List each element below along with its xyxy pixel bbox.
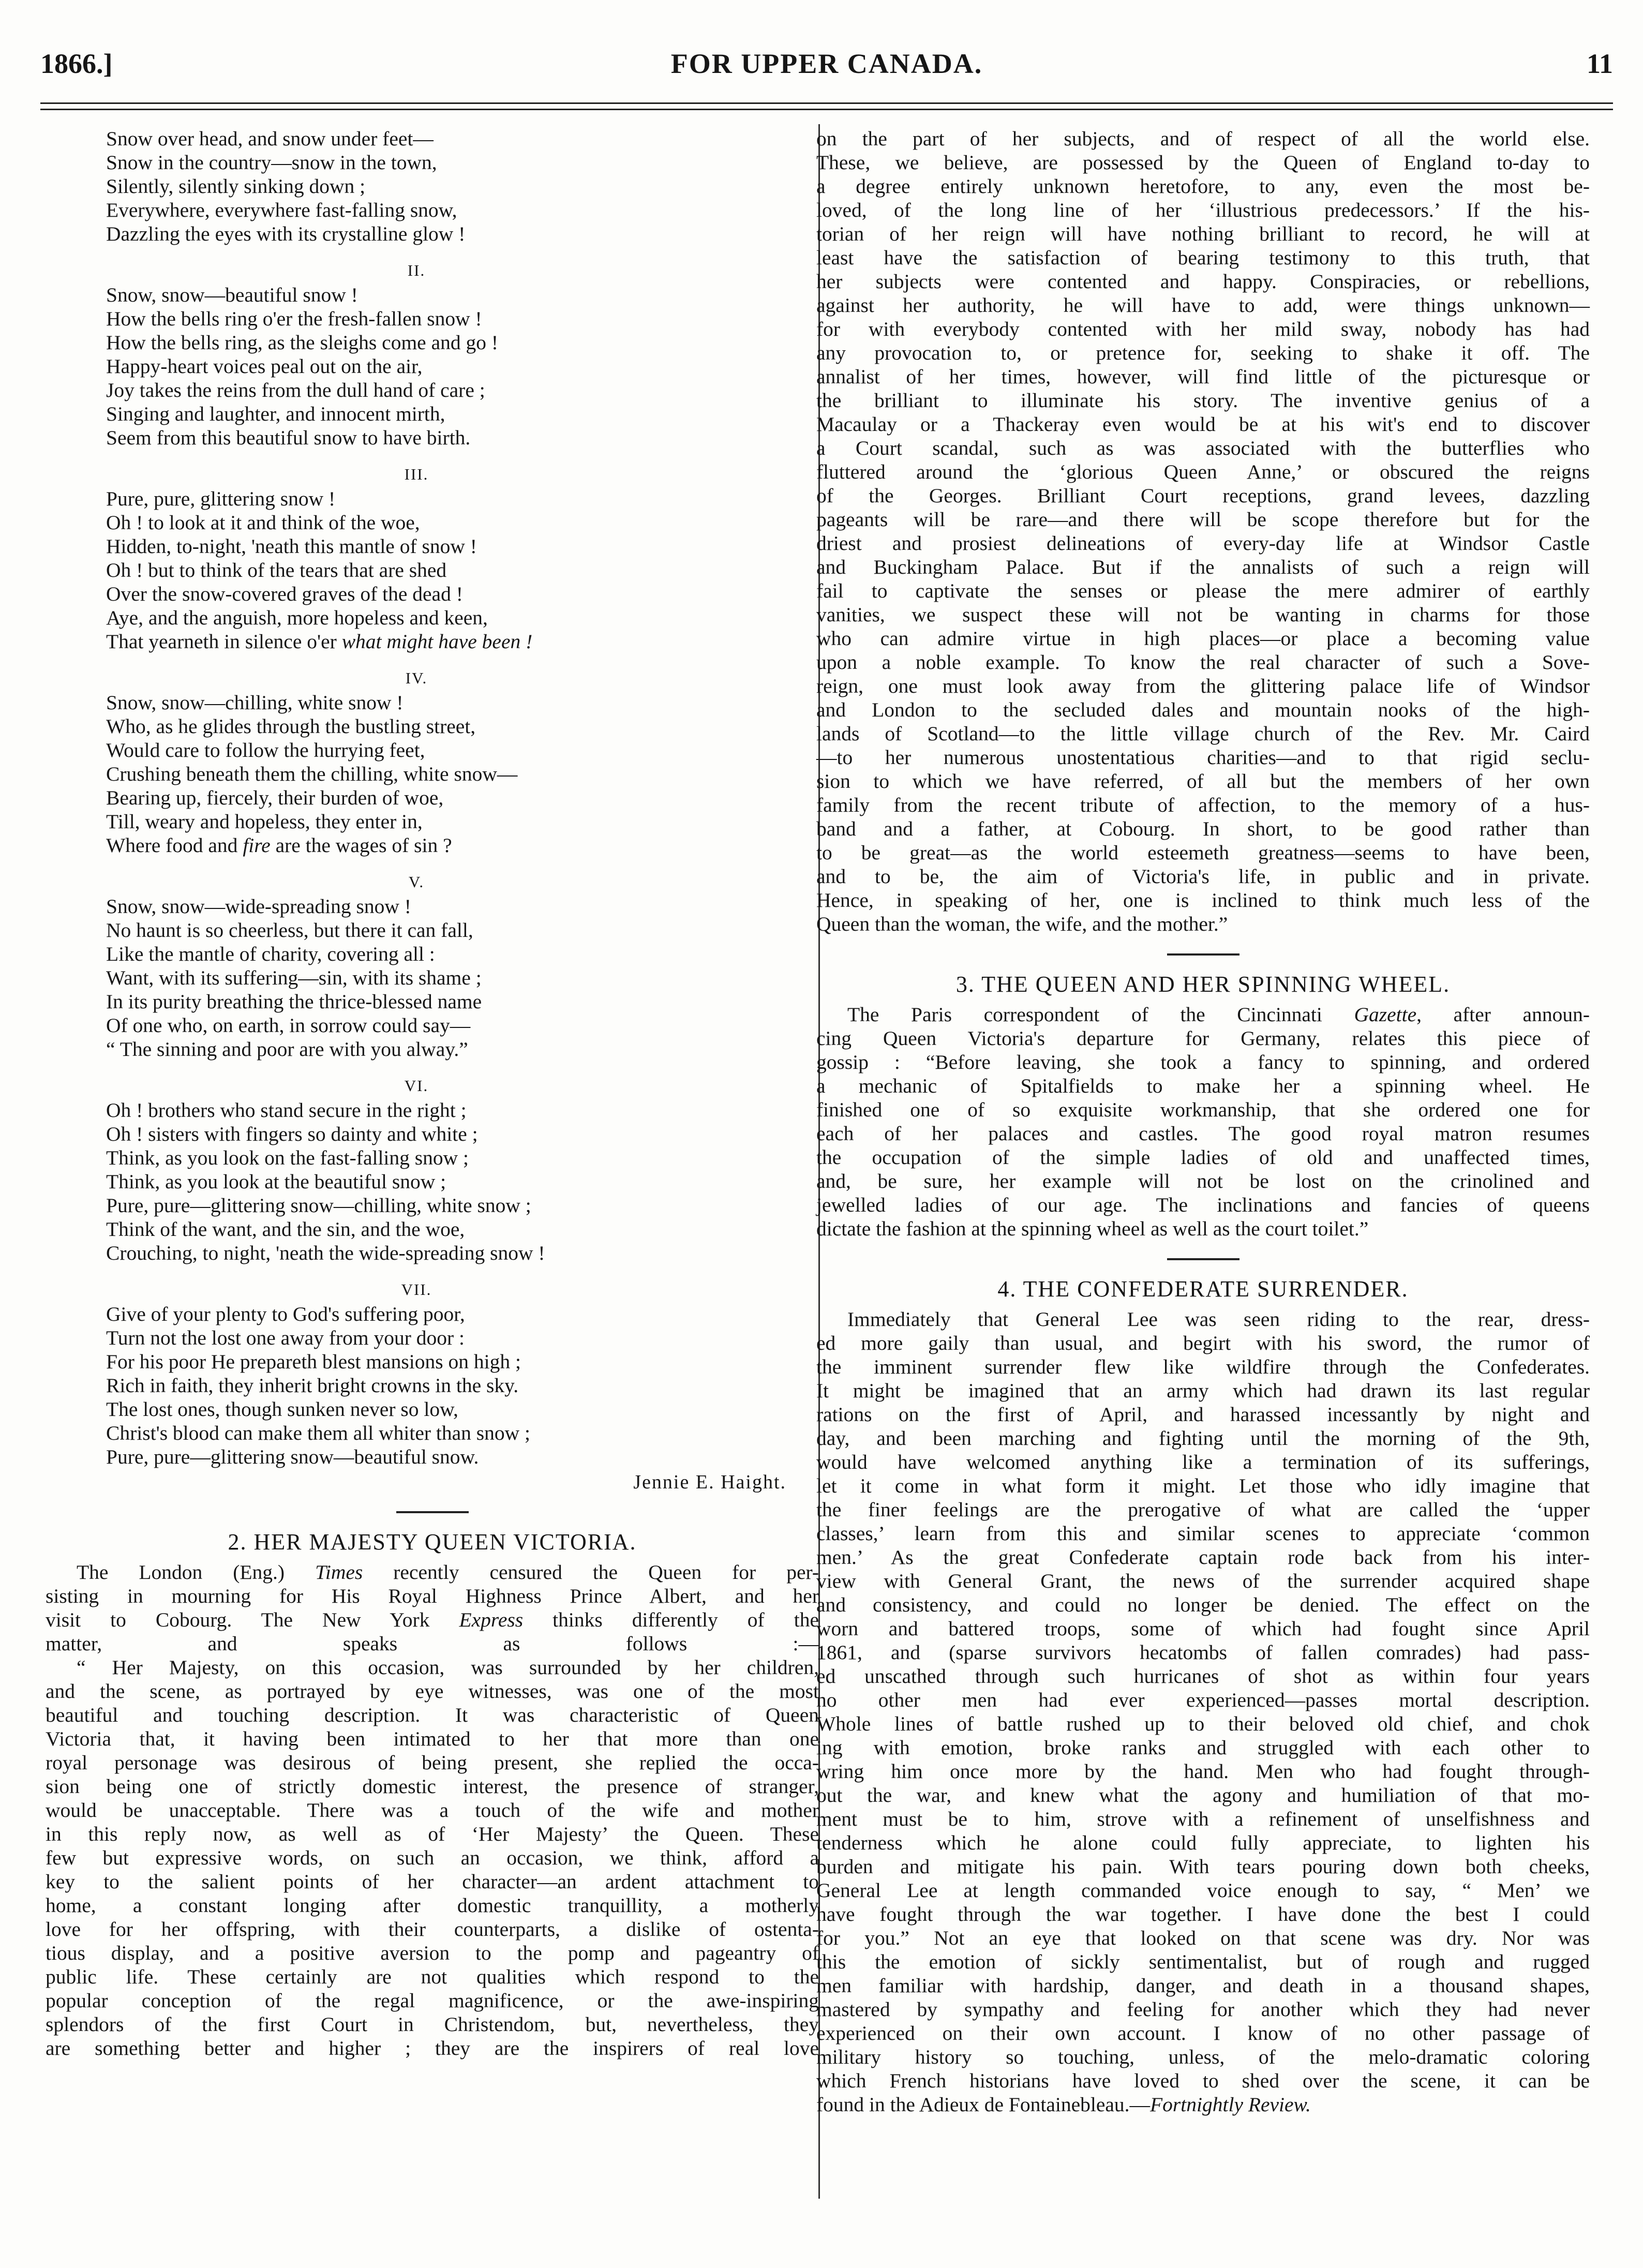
poem-line: Snow over head, and snow under feet— xyxy=(106,127,434,150)
poem-line: Oh ! brothers who stand secure in the right ; xyxy=(106,1099,467,1122)
stanza-number: IV. xyxy=(405,669,428,687)
text-line: the finer feelings are the prerogative of what are called the ‘upper xyxy=(816,1498,1590,1521)
text-line: reign, one must look away from the glittering palace life of Windsor xyxy=(816,675,1590,697)
text-line: sion being one of strictly domestic interest, the presence of stranger, xyxy=(46,1775,819,1798)
section-confederate-surrender xyxy=(816,1307,1590,2116)
poem-line: Crouching, to night, 'neath the wide-spreading snow ! xyxy=(106,1242,545,1264)
text-line: are something better and higher ; they are the inspirers of real love xyxy=(46,2037,819,2060)
section-divider xyxy=(1167,953,1239,956)
text-line: to be great—as the world esteemeth greatness—seems to have been, xyxy=(816,841,1590,864)
left-column xyxy=(46,127,819,2060)
text-line: The Paris correspondent of the Cincinnati Gazette, after announ- xyxy=(847,1003,1590,1026)
text-line: for you.” Not an eye that looked on that scene was dry. Nor was xyxy=(816,1927,1590,1949)
header-year: 1866.] xyxy=(40,48,113,79)
text-line: out the war, and knew what the agony and humiliation of that mo- xyxy=(816,1784,1590,1807)
poem-line: Would care to follow the hurrying feet, xyxy=(106,739,425,762)
poem-line: Silently, silently sinking down ; xyxy=(106,175,366,198)
section-spinning-wheel xyxy=(816,1003,1590,1241)
text-line: sion to which we have referred, of all but the members of her own xyxy=(816,770,1590,793)
text-line: and the scene, as portrayed by eye witnesses, was one of the most xyxy=(46,1680,819,1703)
text-line: any provocation to, or pretence for, seeking to shake it off. The xyxy=(816,341,1590,364)
text-line: splendors of the first Court in Christendom, but, nevertheless, they xyxy=(46,2013,819,2036)
poem-line: Joy takes the reins from the dull hand of care ; xyxy=(106,379,485,401)
text-line: visit to Cobourg. The New York Express thinks differently of the xyxy=(46,1608,819,1631)
header-rule-top xyxy=(40,102,1613,104)
text-line: military history so touching, unless, of the melo-dramatic coloring xyxy=(816,2046,1590,2068)
text-line: fail to captivate the senses or please the mere admirer of earthly xyxy=(816,579,1590,602)
text-line: on the part of her subjects, and of respect of all the world else. xyxy=(816,127,1590,150)
text-line: day, and been marching and fighting until the morning of the 9th, xyxy=(816,1427,1590,1450)
text-line: band and a father, at Cobourg. In short, to be good rather than xyxy=(816,817,1590,840)
text-line: no other men had ever experienced—passes mortal description. xyxy=(816,1689,1590,1711)
stanza-number: III. xyxy=(404,465,429,483)
text-line: burden and mitigate his pain. With tears pouring down both cheeks, xyxy=(816,1855,1590,1878)
text-line: Macaulay or a Thackeray even would be at his wit's end to discover xyxy=(816,413,1590,436)
text-line: tious display, and a positive aversion to the pomp and pageantry of xyxy=(46,1942,819,1964)
text-line: in this reply now, as well as of ‘Her Majesty’ the Queen. These xyxy=(46,1823,819,1845)
text-line: experienced on their own account. I know of no other passage of xyxy=(816,2022,1590,2045)
text-line: Queen than the woman, the wife, and the mother.” xyxy=(816,913,1228,935)
text-line: the occupation of the simple ladies of old and unaffected times, xyxy=(816,1146,1590,1169)
text-line: and, be sure, her example will not be lost on the crinolined and xyxy=(816,1170,1590,1192)
text-line: key to the salient points of her character—an ardent attachment to xyxy=(46,1870,819,1893)
text-line: torian of her reign will have nothing brilliant to record, he will at xyxy=(816,222,1590,245)
poem-line: Like the mantle of charity, covering all : xyxy=(106,943,435,965)
text-line: Hence, in speaking of her, one is inclined to think much less of the xyxy=(816,889,1590,912)
text-line: ing with emotion, broke ranks and struggled with each other to xyxy=(816,1736,1590,1759)
poem-line: Pure, pure, glittering snow ! xyxy=(106,487,336,510)
text-line: —to her numerous unostentatious charities—and to that rigid seclu- xyxy=(816,746,1590,769)
poem-line: Think, as you look at the beautiful snow ; xyxy=(106,1170,446,1193)
poem-line: Where food and fire are the wages of sin ? xyxy=(106,834,452,857)
text-line: Victoria that, it having been intimated to her that more than one xyxy=(46,1727,819,1750)
poem-line: How the bells ring o'er the fresh-fallen snow ! xyxy=(106,307,482,330)
right-column xyxy=(816,127,1590,2116)
text-line: rations on the first of April, and harassed incessantly by night and xyxy=(816,1403,1590,1426)
stanza-number: VII. xyxy=(401,1280,432,1299)
poem-line: Dazzling the eyes with its crystalline glow ! xyxy=(106,222,466,245)
poem-line: Oh ! sisters with fingers so dainty and white ; xyxy=(106,1123,478,1145)
text-line: royal personage was desirous of being present, she replied the occa- xyxy=(46,1751,819,1774)
poem-line: Pure, pure—glittering snow—beautiful snow. xyxy=(106,1445,479,1468)
text-line: popular conception of the regal magnificence, or the awe-inspiring xyxy=(46,1989,819,2012)
text-line: ment must be to him, strove with a refinement of unselfishness and xyxy=(816,1808,1590,1830)
text-line: The London (Eng.) Times recently censured the Queen for per- xyxy=(77,1561,819,1584)
section-queen-victoria-continued xyxy=(816,127,1590,936)
text-line: wring him once more by the hand. Men who had fought through- xyxy=(816,1760,1590,1783)
text-line: 1861, and (sparse survivors hecatombs of fallen comrades) had pass- xyxy=(816,1641,1590,1664)
poem-line: That yearneth in silence o'er what might have been ! xyxy=(106,630,533,653)
poem-line: Oh ! to look at it and think of the woe, xyxy=(106,511,420,534)
poem-line: The lost ones, though sunken never so low, xyxy=(106,1398,458,1421)
text-line: view with General Grant, the news of the surrender acquired shape xyxy=(816,1570,1590,1592)
text-line: let it come in what form it might. Let those who idly imagine that xyxy=(816,1474,1590,1497)
poem-line: Want, with its suffering—sin, with its shame ; xyxy=(106,966,482,989)
text-line: and consistency, and could no longer be denied. The effect on the xyxy=(816,1593,1590,1616)
poem-line: Pure, pure—glittering snow—chilling, white snow ; xyxy=(106,1194,531,1217)
text-line: for with everybody contented with her mild sway, nobody has had xyxy=(816,318,1590,340)
text-line: lands of Scotland—to the little village church of the Rev. Mr. Caird xyxy=(816,722,1590,745)
text-line: of the Georges. Brilliant Court receptions, grand levees, dazzling xyxy=(816,484,1590,507)
text-line: Whole lines of battle rushed up to their beloved old chief, and chok xyxy=(816,1712,1590,1735)
section-body xyxy=(46,1560,819,2060)
text-line: men familiar with hardship, danger, and death in a thousand shapes, xyxy=(816,1974,1590,1997)
text-line: pageants will be rare—and there will be scope therefore but for the xyxy=(816,508,1590,531)
stanza-number: VI. xyxy=(404,1077,429,1095)
text-line: this the emotion of sickly sentimentalist, but of rough and rugged xyxy=(816,1950,1590,1973)
header-title: FOR UPPER CANADA. xyxy=(670,48,983,79)
header-rule-bottom xyxy=(40,109,1613,110)
text-line: driest and prosiest delineations of every-day life at Windsor Castle xyxy=(816,532,1590,555)
poem-line: Think of the want, and the sin, and the woe, xyxy=(106,1218,465,1241)
poem-line: Snow in the country—snow in the town, xyxy=(106,151,437,174)
poem-line: Everywhere, everywhere fast-falling snow, xyxy=(106,199,457,221)
poem-line: For his poor He prepareth blest mansions on high ; xyxy=(106,1350,521,1373)
section-heading: 2. HER MAJESTY QUEEN VICTORIA. xyxy=(228,1529,637,1555)
poem-line: Christ's blood can make them all whiter than snow ; xyxy=(106,1422,531,1444)
poem-line: Give of your plenty to God's suffering poor, xyxy=(106,1303,465,1325)
poem-line: Singing and laughter, and innocent mirth, xyxy=(106,402,445,425)
text-line: which French historians have loved to shed over the scene, it can be xyxy=(816,2069,1590,2092)
text-line: gossip : “Before leaving, she took a fancy to spinning, and ordered xyxy=(816,1051,1590,1073)
text-line: mastered by sympathy and feeling for another which they had never xyxy=(816,1998,1590,2021)
text-line: her subjects were contented and happy. Conspiracies, or rebellions, xyxy=(816,270,1590,293)
poem-line: Snow, snow—beautiful snow ! xyxy=(106,284,358,306)
poem-line: In its purity breathing the thrice-blessed name xyxy=(106,990,482,1013)
poem-line: Crushing beneath them the chilling, white snow— xyxy=(106,763,518,785)
poem xyxy=(106,127,786,1469)
poem-line: Of one who, on earth, in sorrow could say— xyxy=(106,1014,471,1037)
text-line: upon a noble example. To know the real character of such a Sove- xyxy=(816,651,1590,674)
stanza-number: V. xyxy=(408,873,425,891)
text-line: sisting in mourning for His Royal Highness Prince Albert, and her xyxy=(46,1585,819,1607)
text-line: men.’ As the great Confederate captain rode back from his inter- xyxy=(816,1546,1590,1569)
text-line: would be unacceptable. There was a touch of the wife and mother xyxy=(46,1799,819,1822)
poem-line: Happy-heart voices peal out on the air, xyxy=(106,355,423,378)
text-line: worn and battered troops, some of which had fought since April xyxy=(816,1617,1590,1640)
poem-line: Aye, and the anguish, more hopeless and keen, xyxy=(106,606,488,629)
text-line: ed more gaily than usual, and begirt with his sword, the rumor of xyxy=(816,1332,1590,1354)
section-divider xyxy=(1167,1258,1239,1260)
text-line: tenderness which he alone could fully appreciate, to lighten his xyxy=(816,1831,1590,1854)
poem-author: Jennie E. Haight. xyxy=(633,1471,786,1493)
text-line: annalist of her times, however, will find little of the picturesque or xyxy=(816,365,1590,388)
poem-line: Oh ! but to think of the tears that are shed xyxy=(106,559,447,581)
text-line: each of her palaces and castles. The good royal matron resumes xyxy=(816,1122,1590,1145)
section-heading: 4. THE CONFEDERATE SURRENDER. xyxy=(997,1276,1409,1302)
poem-line: No haunt is so cheerless, but there it can fall, xyxy=(106,919,473,942)
poem-line: Think, as you look on the fast-falling snow ; xyxy=(106,1146,469,1169)
text-line: a Court scandal, such as was associated with the butterflies who xyxy=(816,437,1590,459)
text-line: finished one of so exquisite workmanship, that she ordered one for xyxy=(816,1098,1590,1121)
text-line: General Lee at length commanded voice enough to say, “ Men’ we xyxy=(816,1879,1590,1902)
text-line: public life. These certainly are not qualities which respond to the xyxy=(46,1965,819,1988)
text-line: These, we believe, are possessed by the Queen of England to-day to xyxy=(816,151,1590,174)
text-line: least have the satisfaction of bearing testimony to this truth, that xyxy=(816,246,1590,269)
poem-line: Snow, snow—chilling, white snow ! xyxy=(106,691,404,714)
text-line: matter, and speaks as follows :— xyxy=(46,1632,819,1655)
section-heading: 3. THE QUEEN AND HER SPINNING WHEEL. xyxy=(955,972,1451,997)
text-line: vanities, we suspect these will not be wanting in charms for those xyxy=(816,603,1590,626)
text-line: cing Queen Victoria's departure for Germany, relates this piece of xyxy=(816,1027,1590,1050)
text-line: against her authority, he will have to add, were things unknown— xyxy=(816,294,1590,317)
text-line: loved, of the long line of her ‘illustrious predecessors.’ If the his- xyxy=(816,199,1590,221)
page-number: 11 xyxy=(1586,48,1613,79)
text-line: Immediately that General Lee was seen riding to the rear, dress- xyxy=(847,1308,1590,1331)
poem-line: Bearing up, fiercely, their burden of woe, xyxy=(106,786,444,809)
text-line: beautiful and touching description. It was characteristic of Queen xyxy=(46,1704,819,1726)
page-header xyxy=(40,48,1613,84)
text-line: love for her offspring, with their counterparts, a dislike of ostenta- xyxy=(46,1918,819,1941)
poem-line: Hidden, to-night, 'neath this mantle of snow ! xyxy=(106,535,477,558)
text-line: classes,’ learn from this and similar scenes to appreciate ‘common xyxy=(816,1522,1590,1545)
poem-line: How the bells ring, as the sleighs come and go ! xyxy=(106,331,499,354)
text-line: a degree entirely unknown heretofore, to any, even the most be- xyxy=(816,175,1590,198)
text-line: family from the recent tribute of affection, to the memory of a hus- xyxy=(816,794,1590,816)
poem-line: Rich in faith, they inherit bright crowns in the sky. xyxy=(106,1374,519,1397)
section-divider xyxy=(396,1511,469,1513)
stanza-number: II. xyxy=(407,261,426,279)
text-line: It might be imagined that an army which had drawn its last regular xyxy=(816,1379,1590,1402)
poem-line: “ The sinning and poor are with you alway.” xyxy=(106,1038,468,1061)
poem-line: Seem from this beautiful snow to have birth. xyxy=(106,426,471,449)
text-line: fluttered around the ‘glorious Queen Anne,’ or obscured the reigns xyxy=(816,460,1590,483)
poem-line: Snow, snow—wide-spreading snow ! xyxy=(106,895,411,918)
text-line: and Buckingham Palace. But if the annalists of such a reign will xyxy=(816,556,1590,578)
text-line: found in the Adieux de Fontainebleau.—Fortnightly Review. xyxy=(816,2093,1311,2116)
text-line: would have welcomed anything like a termination of its sufferings, xyxy=(816,1451,1590,1473)
text-line: few but expressive words, on such an occasion, we think, afford a xyxy=(46,1846,819,1869)
text-line: who can admire virtue in high places—or place a becoming value xyxy=(816,627,1590,650)
text-line: and to be, the aim of Victoria's life, in public and in private. xyxy=(816,865,1590,888)
text-line: ed unscathed through such hurricanes of shot as within four years xyxy=(816,1665,1590,1688)
text-line: dictate the fashion at the spinning wheel as well as the court toilet.” xyxy=(816,1217,1369,1240)
text-line: the brilliant to illuminate his story. The inventive genius of a xyxy=(816,389,1590,412)
text-line: jewelled ladies of our age. The inclinations and fancies of queens xyxy=(816,1193,1590,1216)
text-line: a mechanic of Spitalfields to make her a spinning wheel. He xyxy=(816,1075,1590,1097)
poem-line: Who, as he glides through the bustling street, xyxy=(106,715,476,738)
text-line: home, a constant longing after domestic tranquillity, a motherly xyxy=(46,1894,819,1917)
text-line: the imminent surrender flew like wildfire through the Confederates. xyxy=(816,1355,1590,1378)
text-line: have fought through the war together. I have done the best I could xyxy=(816,1903,1590,1926)
poem-line: Turn not the lost one away from your door : xyxy=(106,1326,465,1349)
section-queen-victoria xyxy=(46,1511,819,2060)
text-line: “ Her Majesty, on this occasion, was surrounded by her children, xyxy=(77,1656,819,1679)
poem-line: Till, weary and hopeless, they enter in, xyxy=(106,810,423,833)
poem-line: Over the snow-covered graves of the dead ! xyxy=(106,583,463,605)
text-line: and London to the secluded dales and mountain nooks of the high- xyxy=(816,698,1590,721)
